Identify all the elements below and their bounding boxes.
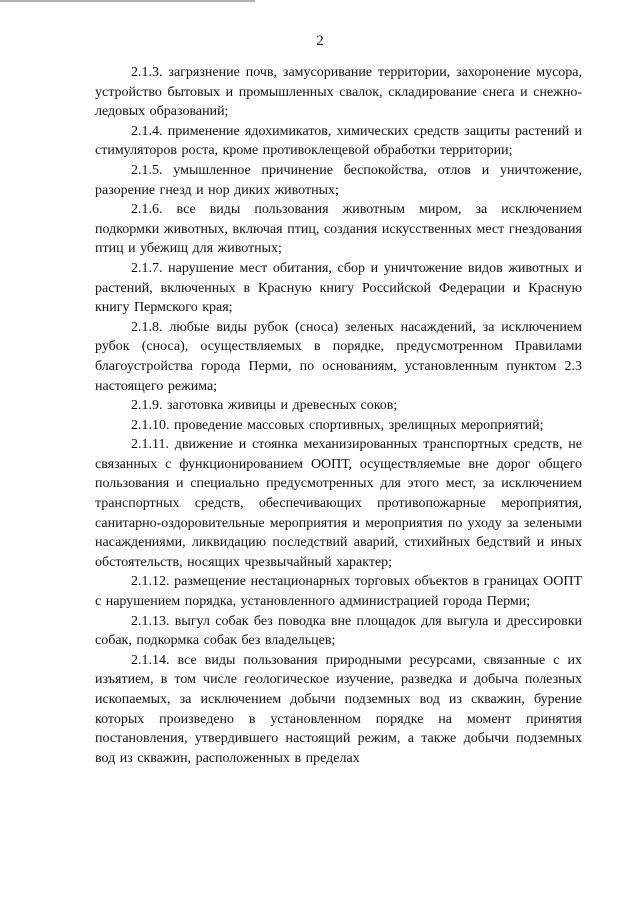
- paragraph-2-1-11: 2.1.11. движение и стоянка механизированных транспортных средств, не связанных с функционированием ООПТ, осуществляемые вне дорог общего пользования и специально предусмотренных для этого мест, за исключением транспортных средств, обеспечивающих противопожарные мероприятия, санитарно-оздоровительные мероприятия и мероприятия по уходу за зелеными насаждениями, ликвидацию последствий аварий, стихийных бедствий и иных обстоятельств, носящих чрезвычайный характер;: [95, 437, 582, 570]
- paragraph-2-1-9: 2.1.9. заготовка живицы и древесных соков;: [131, 398, 398, 414]
- paragraph-2-1-8: 2.1.8. любые виды рубок (сноса) зеленых насаждений, за исключением рубок (сноса), осуществляемых в порядке, предусмотренном Правилами благоустройства города Перми, по основаниям, установленным пунктом 2.3 настоящего режима;: [95, 319, 582, 394]
- paragraph-2-1-13: 2.1.13. выгул собак без поводка вне площадок для выгула и дрессировки собак, подкормка собак без владельцев;: [95, 613, 582, 649]
- document-body: [95, 63, 582, 768]
- top-rule: [0, 0, 255, 2]
- paragraph-2-1-3: 2.1.3. загрязнение почв, замусоривание территории, захоронение мусора, устройство бытовых и промышленных свалок, складирование снега и снежно-ледовых образований;: [95, 65, 582, 120]
- paragraph-2-1-12: 2.1.12. размещение нестационарных торговых объектов в границах ООПТ с нарушением порядка, установленного администрацией города Перми;: [95, 574, 582, 610]
- paragraph-2-1-7: 2.1.7. нарушение мест обитания, сбор и уничтожение видов животных и растений, включенных в Красную книгу Российской Федерации и Красную книгу Пермского края;: [95, 260, 582, 316]
- paragraph-2-1-4: 2.1.4. применение ядохимикатов, химических средств защиты растений и стимуляторов роста, кроме противоклещевой обработки территории;: [95, 123, 582, 159]
- paragraph-2-1-5: 2.1.5. умышленное причинение беспокойства, отлов и уничтожение, разорение гнезд и нор диких животных;: [95, 162, 582, 198]
- paragraph-2-1-10: 2.1.10. проведение массовых спортивных, зрелищных мероприятий;: [131, 417, 544, 433]
- paragraph-2-1-6: 2.1.6. все виды пользования животным миром, за исключением подкормки животных, включая птиц, создания искусственных мест гнездования птиц и убежищ для животных;: [95, 202, 582, 257]
- paragraph-2-1-14: 2.1.14. все виды пользования природными ресурсами, связанные с их изъятием, в том числе геологическое изучение, разведка и добыча полезных ископаемых, за исключением добычи подземных вод из скважин, бурение которых произведено в установленном порядке на момент принятия постановления, утвердившего настоящий режим, а также добычи подземных вод из скважин, расположенных в пределах: [95, 652, 582, 766]
- page-number: 2: [316, 33, 324, 49]
